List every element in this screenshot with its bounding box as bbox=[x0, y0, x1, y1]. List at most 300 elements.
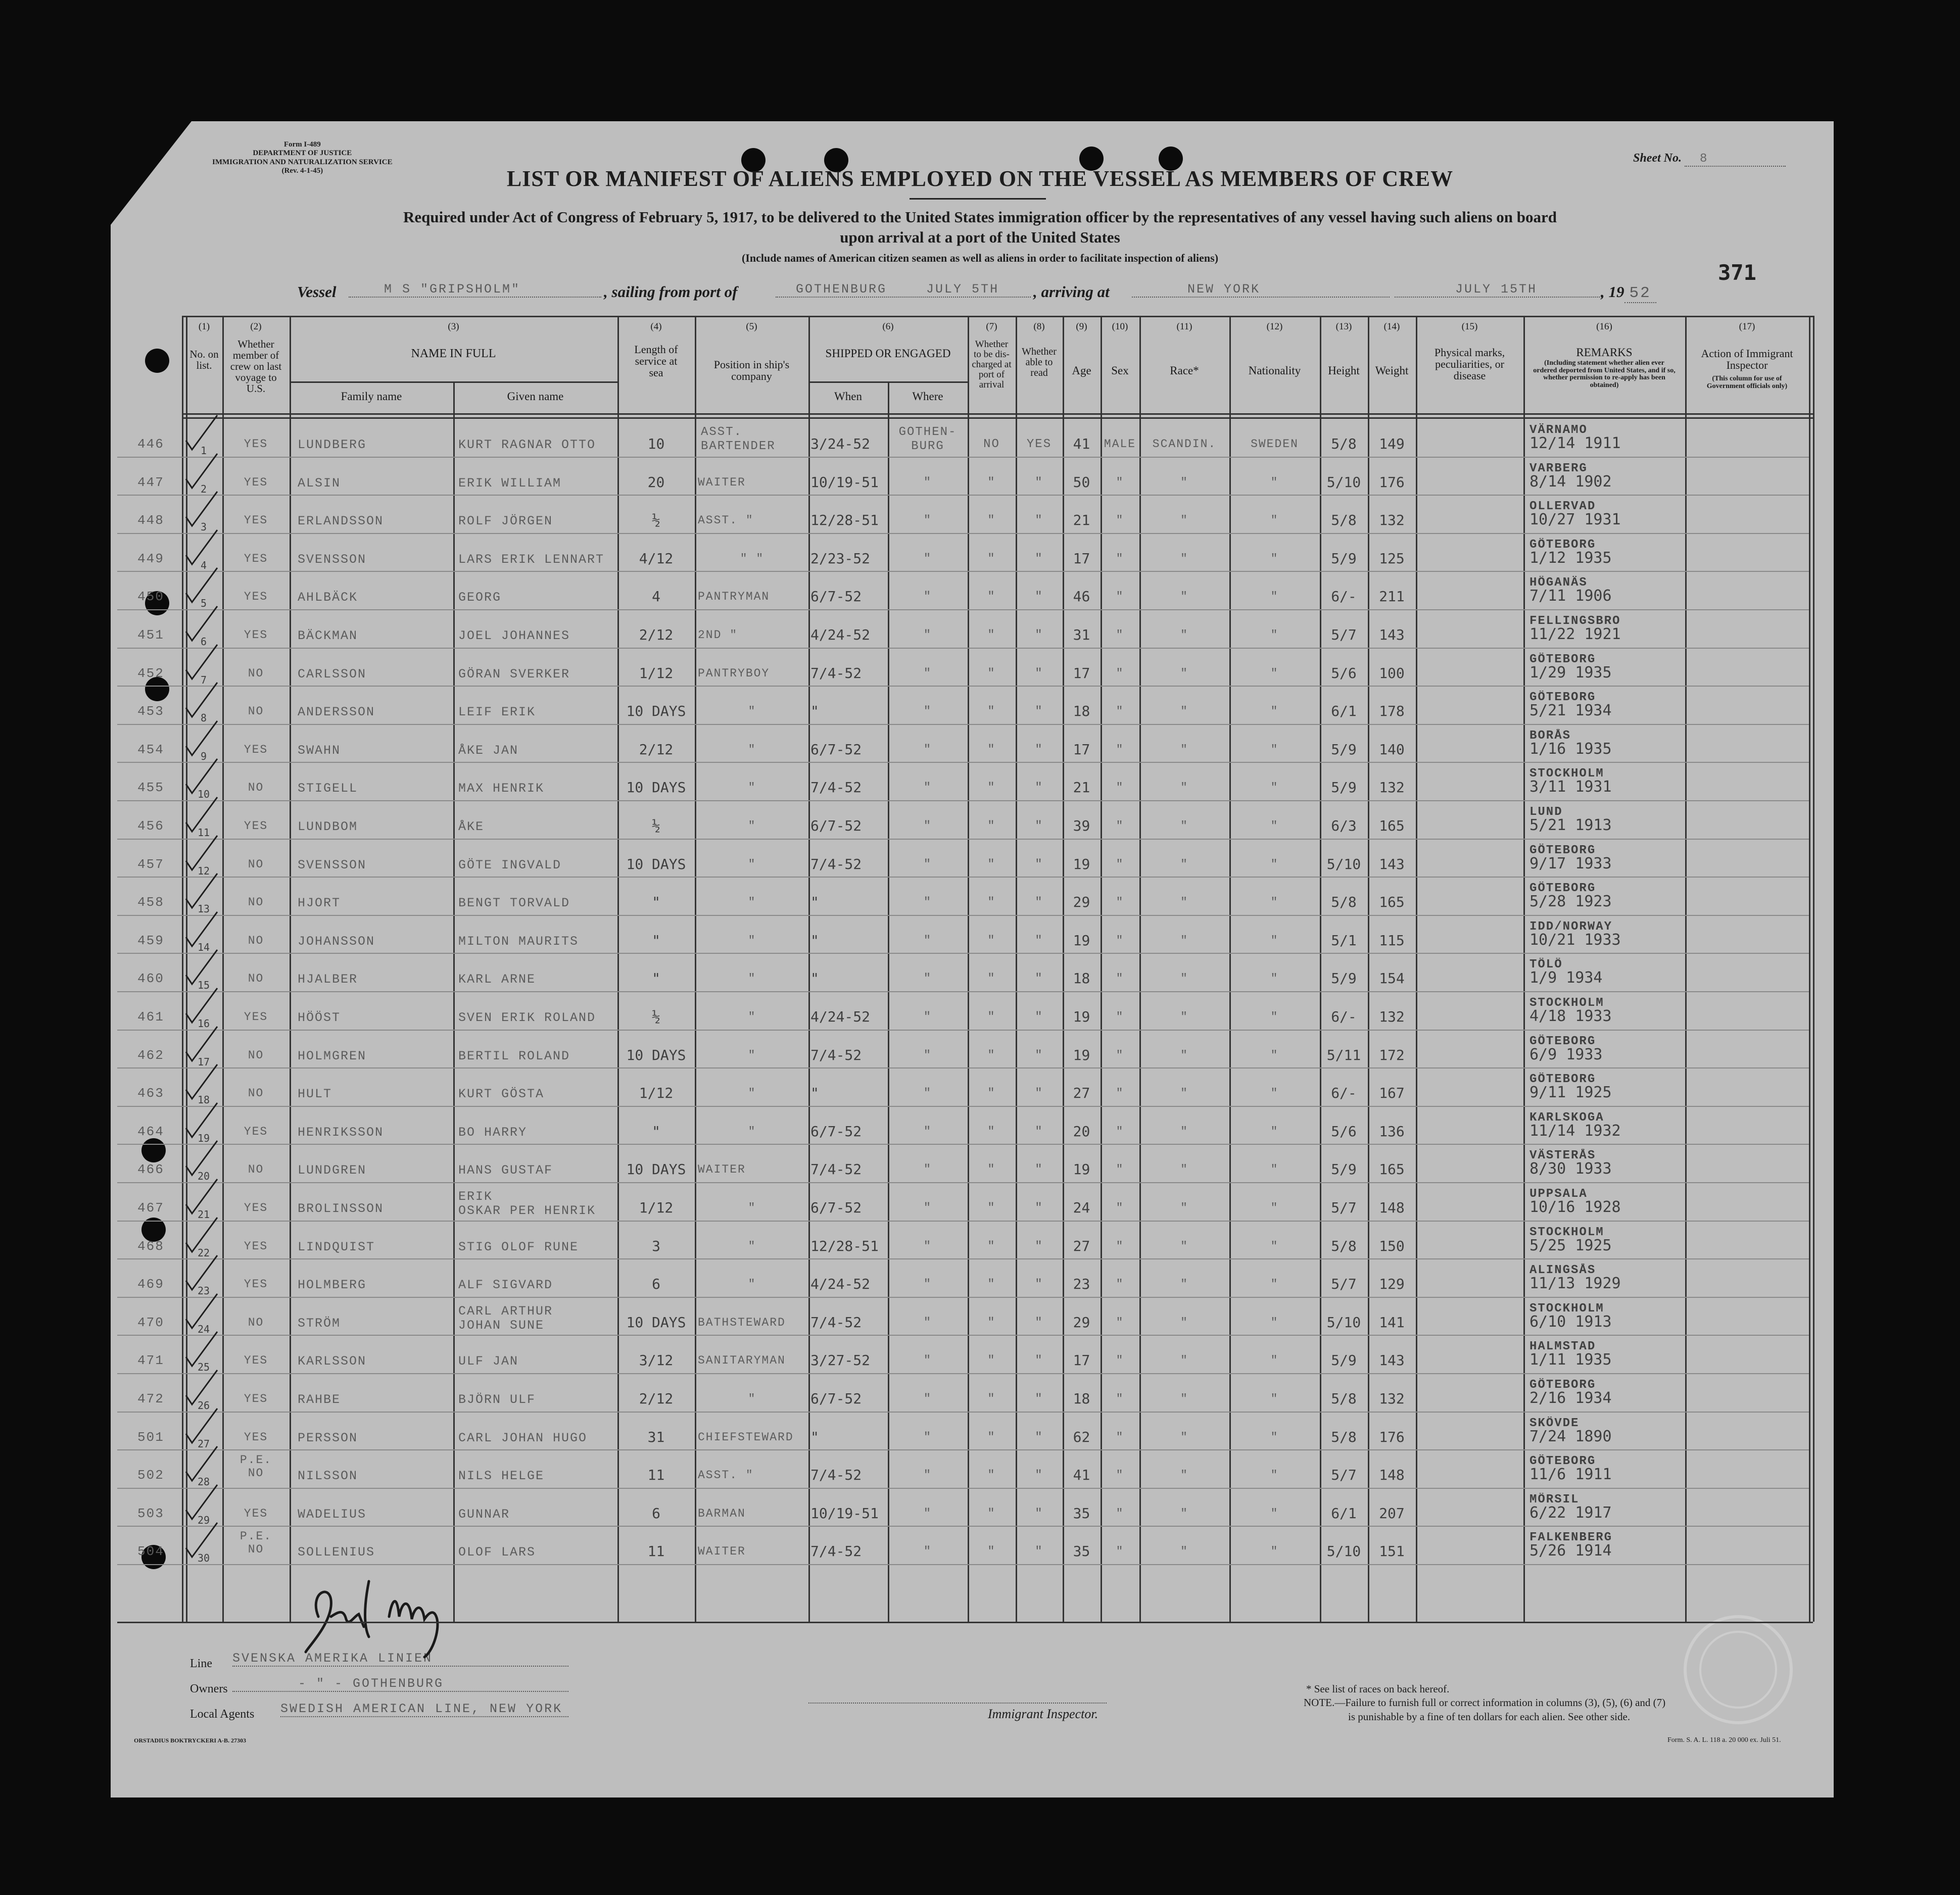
sex: " bbox=[1116, 1354, 1124, 1368]
sex: " bbox=[1116, 819, 1124, 833]
column-number-c2: (2) bbox=[250, 321, 262, 332]
sex: " bbox=[1116, 1507, 1124, 1520]
shipped-when: " bbox=[810, 1428, 819, 1445]
shipped-where: " bbox=[923, 705, 932, 719]
crew-last-voyage: NO bbox=[248, 972, 264, 986]
age: 21 bbox=[1073, 512, 1090, 529]
row-divider bbox=[117, 762, 1809, 763]
remarks-birthplace: VÄRNAMO bbox=[1529, 423, 1588, 437]
year-prefix: , 19 bbox=[1601, 283, 1624, 301]
position: " bbox=[748, 1201, 756, 1214]
race: " bbox=[1180, 743, 1188, 756]
length-of-service: 10 DAYS bbox=[626, 1046, 686, 1063]
column-divider bbox=[290, 316, 291, 1622]
remarks-birthdate: 5/26 1914 bbox=[1529, 1542, 1612, 1560]
remarks-birthplace: OLLERVAD bbox=[1529, 500, 1596, 514]
shipped-when: 7/4-52 bbox=[810, 1161, 862, 1178]
age: 18 bbox=[1073, 1390, 1090, 1407]
remarks-birthdate: 1/16 1935 bbox=[1529, 740, 1612, 758]
able-to-read: " bbox=[1035, 705, 1043, 719]
race: " bbox=[1180, 1278, 1188, 1291]
remarks-birthdate: 11/13 1929 bbox=[1529, 1275, 1621, 1293]
position: ASST. " bbox=[698, 1469, 754, 1482]
height: 5/10 bbox=[1326, 1314, 1361, 1331]
race: " bbox=[1180, 857, 1188, 871]
height: 6/1 bbox=[1331, 703, 1357, 720]
race: " bbox=[1180, 1125, 1188, 1138]
row-reference-number: 454 bbox=[137, 742, 164, 757]
sex: " bbox=[1116, 781, 1124, 795]
header-action-note: (This column for use of Government officials only) bbox=[1706, 375, 1788, 390]
height: 6/- bbox=[1331, 1085, 1357, 1102]
remarks-birthdate: 5/21 1934 bbox=[1529, 702, 1612, 720]
list-number: 3 bbox=[200, 521, 207, 533]
column-divider bbox=[968, 316, 969, 1622]
shipped-when: 7/4-52 bbox=[810, 664, 862, 682]
given-name-line1: CARL ARTHUR bbox=[458, 1303, 553, 1319]
discharged-at-port: " bbox=[987, 666, 996, 681]
position-line2: BARTENDER bbox=[701, 440, 776, 453]
able-to-read: " bbox=[1035, 1316, 1043, 1330]
remarks-birthplace: STOCKHOLM bbox=[1529, 767, 1604, 781]
list-number: 18 bbox=[197, 1094, 210, 1106]
race: SCANDIN. bbox=[1152, 438, 1217, 451]
able-to-read: " bbox=[1035, 1507, 1043, 1521]
row-reference-number: 467 bbox=[137, 1200, 164, 1216]
row-divider bbox=[117, 800, 1809, 801]
position: " bbox=[748, 1048, 756, 1062]
family-name: BROLINSSON bbox=[298, 1201, 384, 1216]
position: BARMAN bbox=[698, 1507, 746, 1520]
remarks-birthplace: GÖTEBORG bbox=[1529, 652, 1596, 666]
header-sex: Sex bbox=[1111, 364, 1129, 377]
nationality: " bbox=[1270, 705, 1279, 718]
given-name: ERIK WILLIAM bbox=[458, 475, 562, 491]
length-of-service: 3 bbox=[652, 1237, 660, 1254]
weight: 143 bbox=[1379, 626, 1405, 643]
remarks-birthplace: MÖRSIL bbox=[1529, 1492, 1580, 1507]
header-race: Race* bbox=[1170, 364, 1199, 377]
able-to-read: " bbox=[1035, 1469, 1043, 1483]
header-nationality: Nationality bbox=[1248, 364, 1301, 377]
remarks-birthplace: GÖTEBORG bbox=[1529, 538, 1596, 552]
family-name: HENRIKSSON bbox=[298, 1125, 384, 1140]
position: " bbox=[748, 1087, 756, 1100]
sex: " bbox=[1116, 1201, 1124, 1214]
list-number: 28 bbox=[197, 1476, 210, 1488]
shipped-where-line2: BURG bbox=[911, 440, 944, 453]
shipped-where: " bbox=[923, 896, 932, 910]
discharged-at-port: NO bbox=[983, 438, 1000, 451]
position: " bbox=[748, 1010, 756, 1024]
row-divider bbox=[117, 991, 1809, 992]
row-reference-number: 453 bbox=[137, 704, 164, 719]
length-of-service: ½ bbox=[652, 1008, 660, 1025]
row-reference-number: 462 bbox=[137, 1047, 164, 1063]
able-to-read: " bbox=[1035, 552, 1043, 566]
shipped-where: " bbox=[923, 934, 932, 948]
discharged-at-port: " bbox=[987, 1201, 996, 1215]
crew-last-voyage: NO bbox=[248, 1048, 264, 1062]
age: 21 bbox=[1073, 779, 1090, 796]
remarks-birthdate: 5/28 1923 bbox=[1529, 893, 1612, 911]
weight: 132 bbox=[1379, 779, 1405, 796]
shipped-when: 7/4-52 bbox=[810, 855, 862, 872]
discharged-at-port: " bbox=[987, 1163, 996, 1177]
shipped-where: " bbox=[923, 1316, 932, 1330]
crew-last-voyage: YES bbox=[244, 743, 268, 756]
nationality: SWEDEN bbox=[1251, 438, 1299, 451]
given-name: LEIF ERIK bbox=[458, 705, 536, 720]
length-of-service: 6 bbox=[652, 1276, 660, 1293]
crew-last-voyage: NO bbox=[248, 1163, 264, 1177]
position: PANTRYMAN bbox=[698, 590, 770, 604]
able-to-read: " bbox=[1035, 857, 1043, 871]
position: " bbox=[748, 781, 756, 795]
age: 17 bbox=[1073, 1352, 1090, 1369]
position: " bbox=[748, 1125, 756, 1138]
position: " bbox=[748, 743, 756, 756]
nationality: " bbox=[1270, 1507, 1279, 1520]
given-name: GEORG bbox=[458, 590, 502, 605]
position-line1: ASST. bbox=[701, 425, 743, 439]
crew-last-voyage: YES bbox=[244, 819, 268, 833]
family-name: CARLSSON bbox=[298, 666, 367, 682]
length-of-service: 10 DAYS bbox=[626, 779, 686, 796]
position: SANITARYMAN bbox=[698, 1354, 786, 1368]
column-number-c15: (15) bbox=[1461, 321, 1478, 332]
able-to-read: " bbox=[1035, 475, 1043, 490]
header-age: Age bbox=[1072, 364, 1091, 377]
crew-last-voyage: NO bbox=[248, 1543, 264, 1557]
position: PANTRYBOY bbox=[698, 666, 770, 680]
shipped-when: 6/7-52 bbox=[810, 741, 862, 758]
row-reference-number: 458 bbox=[137, 895, 164, 910]
race: " bbox=[1180, 781, 1188, 795]
weight: 165 bbox=[1379, 894, 1405, 911]
family-name: LUNDBOM bbox=[298, 819, 358, 834]
remarks-birthplace: VARBERG bbox=[1529, 461, 1588, 475]
given-name: BJÖRN ULF bbox=[458, 1392, 536, 1407]
remarks-birthdate: 2/16 1934 bbox=[1529, 1389, 1612, 1407]
shipped-when: 6/7-52 bbox=[810, 588, 862, 605]
position: " bbox=[748, 896, 756, 909]
discharged-at-port: " bbox=[987, 1430, 996, 1444]
shipped-where: " bbox=[923, 628, 932, 642]
crew-last-voyage: YES bbox=[244, 1392, 268, 1405]
shipped-where: " bbox=[923, 1163, 932, 1177]
remarks-birthdate: 12/14 1911 bbox=[1529, 434, 1621, 452]
length-of-service: 10 bbox=[647, 435, 665, 452]
height: 6/- bbox=[1331, 1008, 1357, 1025]
column-number-c14: (14) bbox=[1383, 321, 1400, 332]
weight: 167 bbox=[1379, 1085, 1405, 1102]
crew-last-voyage: YES bbox=[244, 552, 268, 565]
family-name: SVENSSON bbox=[298, 552, 367, 567]
column-divider bbox=[1016, 316, 1017, 1622]
discharged-at-port: " bbox=[987, 705, 996, 719]
sex: " bbox=[1116, 1469, 1124, 1482]
height: 5/6 bbox=[1331, 664, 1357, 682]
nationality: " bbox=[1270, 934, 1279, 947]
row-reference-number: 452 bbox=[137, 665, 164, 681]
row-reference-number: 468 bbox=[137, 1238, 164, 1254]
able-to-read: " bbox=[1035, 1010, 1043, 1024]
shipped-subheader-rule bbox=[808, 381, 968, 383]
row-reference-number: 446 bbox=[137, 436, 164, 452]
row-reference-number: 470 bbox=[137, 1315, 164, 1330]
remarks-birthplace: GÖTEBORG bbox=[1529, 1378, 1596, 1392]
penalty-note: NOTE.—Failure to furnish full or correct information in columns (3), (5), (6) and (7) bbox=[1304, 1696, 1666, 1709]
remarks-birthplace: FALKENBERG bbox=[1529, 1531, 1613, 1545]
row-divider bbox=[117, 953, 1809, 954]
given-name: GÖRAN SVERKER bbox=[458, 666, 570, 682]
remarks-birthplace: STOCKHOLM bbox=[1529, 996, 1604, 1010]
shipped-where: " bbox=[923, 590, 932, 604]
shipped-when: 7/4-52 bbox=[810, 1046, 862, 1063]
given-name-line2: OSKAR PER HENRIK bbox=[458, 1203, 596, 1218]
remarks-birthdate: 11/6 1911 bbox=[1529, 1466, 1612, 1484]
weight: 148 bbox=[1379, 1467, 1405, 1484]
height: 6/3 bbox=[1331, 817, 1357, 834]
row-divider bbox=[117, 1335, 1809, 1336]
remarks-birthplace: LUND bbox=[1529, 805, 1563, 819]
shipped-where: " bbox=[923, 1087, 932, 1101]
position: 2ND " bbox=[698, 628, 738, 642]
family-name: STRÖM bbox=[298, 1316, 341, 1331]
row-reference-number: 463 bbox=[137, 1086, 164, 1101]
weight: 176 bbox=[1379, 1428, 1405, 1445]
subtitle-line-2: upon arrival at a port of the United States bbox=[840, 228, 1120, 246]
sex: " bbox=[1116, 1239, 1124, 1253]
column-number-c8: (8) bbox=[1033, 321, 1045, 332]
remarks-birthdate: 10/21 1933 bbox=[1529, 931, 1621, 949]
row-reference-number: 456 bbox=[137, 818, 164, 834]
length-of-service: 2/12 bbox=[639, 626, 674, 643]
vessel-label: Vessel bbox=[297, 283, 337, 301]
age: 17 bbox=[1073, 664, 1090, 682]
remarks-birthplace: KARLSKOGA bbox=[1529, 1110, 1604, 1125]
row-divider bbox=[117, 1067, 1809, 1068]
row-divider bbox=[117, 1221, 1809, 1222]
given-name: ÅKE bbox=[458, 819, 485, 834]
race: " bbox=[1180, 1354, 1188, 1368]
given-name: HANS GUSTAF bbox=[458, 1163, 553, 1178]
able-to-read: " bbox=[1035, 1125, 1043, 1139]
shipped-when: " bbox=[810, 703, 819, 720]
age: 18 bbox=[1073, 970, 1090, 987]
row-divider bbox=[117, 1030, 1809, 1031]
remarks-birthdate: 8/30 1933 bbox=[1529, 1160, 1612, 1178]
family-name: AHLBÄCK bbox=[298, 590, 358, 605]
height: 5/9 bbox=[1331, 970, 1357, 987]
length-of-service: 1/12 bbox=[639, 1085, 674, 1102]
nationality: " bbox=[1270, 1087, 1279, 1100]
height: 6/1 bbox=[1331, 1504, 1357, 1522]
crew-last-voyage: YES bbox=[244, 514, 268, 527]
header-discharged: Whether to be dis-charged at port of arrival bbox=[972, 339, 1012, 390]
shipped-when: 3/24-52 bbox=[810, 435, 871, 452]
shipped-when: 4/24-52 bbox=[810, 1008, 871, 1025]
position: ASST. " bbox=[698, 514, 754, 527]
height: 6/- bbox=[1331, 588, 1357, 605]
nationality: " bbox=[1270, 1469, 1279, 1482]
height: 5/1 bbox=[1331, 932, 1357, 949]
nationality: " bbox=[1270, 1392, 1279, 1405]
given-name: GÖTE INGVALD bbox=[458, 857, 562, 872]
list-number: 17 bbox=[197, 1055, 210, 1068]
row-reference-number: 501 bbox=[137, 1429, 164, 1445]
remarks-birthdate: 5/21 1913 bbox=[1529, 816, 1612, 834]
family-name: HOLMBERG bbox=[298, 1278, 367, 1293]
position: " bbox=[748, 705, 756, 718]
length-of-service: 4/12 bbox=[639, 550, 674, 567]
discharged-at-port: " bbox=[987, 1507, 996, 1521]
remarks-birthdate: 6/9 1933 bbox=[1529, 1045, 1603, 1063]
family-name: HÖÖST bbox=[298, 1010, 341, 1025]
column-number-c13: (13) bbox=[1335, 321, 1352, 332]
column-divider bbox=[1813, 316, 1814, 1622]
row-divider bbox=[117, 1373, 1809, 1374]
crew-last-voyage: NO bbox=[248, 1467, 264, 1480]
remarks-birthplace: GÖTEBORG bbox=[1529, 1073, 1596, 1087]
list-number: 7 bbox=[200, 673, 207, 686]
name-subheader-rule bbox=[290, 381, 617, 383]
discharged-at-port: " bbox=[987, 628, 996, 642]
nationality: " bbox=[1270, 972, 1279, 986]
shipped-when: " bbox=[810, 1085, 819, 1102]
nationality: " bbox=[1270, 781, 1279, 795]
race: " bbox=[1180, 666, 1188, 680]
column-divider bbox=[453, 381, 455, 1622]
race: " bbox=[1180, 1507, 1188, 1520]
discharged-at-port: " bbox=[987, 819, 996, 833]
length-of-service: 2/12 bbox=[639, 1390, 674, 1407]
weight: 211 bbox=[1379, 588, 1405, 605]
family-name: ANDERSSON bbox=[298, 705, 375, 720]
list-number: 13 bbox=[197, 903, 210, 915]
race: " bbox=[1180, 972, 1188, 986]
nationality: " bbox=[1270, 1239, 1279, 1253]
sex: " bbox=[1116, 896, 1124, 909]
list-number: 30 bbox=[197, 1552, 210, 1565]
row-divider bbox=[117, 1449, 1809, 1450]
family-name: STIGELL bbox=[298, 781, 358, 796]
crew-last-voyage: NO bbox=[248, 857, 264, 871]
arrival-port: NEW YORK bbox=[1132, 282, 1390, 298]
weight: 148 bbox=[1379, 1199, 1405, 1216]
row-reference-number: 504 bbox=[137, 1544, 164, 1560]
able-to-read: " bbox=[1035, 1278, 1043, 1292]
list-number: 8 bbox=[200, 712, 207, 724]
crew-last-voyage: NO bbox=[248, 666, 264, 680]
remarks-birthdate: 8/14 1902 bbox=[1529, 472, 1612, 491]
shipped-where: " bbox=[923, 514, 932, 528]
position: WAITER bbox=[698, 1545, 746, 1559]
given-name: ÅKE JAN bbox=[458, 743, 519, 758]
position: " bbox=[748, 934, 756, 947]
shipped-where: " bbox=[923, 552, 932, 566]
family-name: WADELIUS bbox=[298, 1507, 367, 1522]
length-of-service: 10 DAYS bbox=[626, 855, 686, 872]
column-number-c11: (11) bbox=[1176, 321, 1192, 332]
discharged-at-port: " bbox=[987, 1469, 996, 1483]
given-name: BERTIL ROLAND bbox=[458, 1048, 570, 1063]
nationality: " bbox=[1270, 1010, 1279, 1024]
race: " bbox=[1180, 1430, 1188, 1444]
weight: 165 bbox=[1379, 1161, 1405, 1178]
height: 5/11 bbox=[1326, 1046, 1361, 1063]
race: " bbox=[1180, 896, 1188, 909]
able-to-read: " bbox=[1035, 1354, 1043, 1368]
position: " bbox=[748, 819, 756, 833]
discharged-at-port: " bbox=[987, 1545, 996, 1559]
age: 41 bbox=[1073, 1467, 1090, 1484]
shipped-when: 2/23-52 bbox=[810, 550, 871, 567]
weight: 136 bbox=[1379, 1123, 1405, 1140]
length-of-service: 11 bbox=[647, 1467, 665, 1484]
shipped-when: 6/7-52 bbox=[810, 817, 862, 834]
shipped-where: " bbox=[923, 1201, 932, 1215]
arrival-date: JULY 15TH bbox=[1395, 282, 1602, 298]
nationality: " bbox=[1270, 1201, 1279, 1214]
inspector-signature-line bbox=[808, 1703, 1107, 1704]
nationality: " bbox=[1270, 743, 1279, 756]
length-of-service: 2/12 bbox=[639, 741, 674, 758]
list-number: 9 bbox=[200, 750, 207, 762]
column-divider bbox=[695, 316, 696, 1622]
list-number: 6 bbox=[200, 636, 207, 648]
shipped-when: " bbox=[810, 932, 819, 949]
column-divider bbox=[1685, 316, 1687, 1622]
header-length-of-service: Length of service at sea bbox=[634, 343, 678, 379]
nationality: " bbox=[1270, 514, 1279, 527]
remarks-birthplace: VÄSTERÅS bbox=[1529, 1149, 1596, 1163]
shipped-when: 12/28-51 bbox=[810, 512, 879, 529]
race: " bbox=[1180, 1545, 1188, 1559]
length-of-service: 10 DAYS bbox=[626, 1161, 686, 1178]
nationality: " bbox=[1270, 896, 1279, 909]
crew-last-voyage: YES bbox=[244, 1010, 268, 1024]
race: " bbox=[1180, 1239, 1188, 1253]
list-number: 21 bbox=[197, 1208, 210, 1221]
race: " bbox=[1180, 1469, 1188, 1482]
discharged-at-port: " bbox=[987, 896, 996, 910]
given-name: JOEL JOHANNES bbox=[458, 628, 570, 643]
height: 5/8 bbox=[1331, 1237, 1357, 1254]
shipped-where: " bbox=[923, 666, 932, 681]
remarks-birthdate: 1/11 1935 bbox=[1529, 1351, 1612, 1369]
row-divider bbox=[117, 1526, 1809, 1527]
age: 35 bbox=[1073, 1504, 1090, 1522]
crew-last-voyage: NO bbox=[248, 1316, 264, 1329]
dept-label: DEPARTMENT OF JUSTICE bbox=[253, 149, 352, 158]
remarks-birthplace: FELLINGSBRO bbox=[1529, 614, 1621, 628]
shipped-where: " bbox=[923, 1392, 932, 1406]
shipped-when: 6/7-52 bbox=[810, 1199, 862, 1216]
form-number: Form I-489 bbox=[283, 140, 321, 149]
subtitle-line-1: Required under Act of Congress of February 5, 1917, to be delivered to the United States immigration officer by the representatives of any vessel having such aliens on board bbox=[403, 208, 1557, 226]
sex: " bbox=[1116, 1278, 1124, 1291]
given-name: MAX HENRIK bbox=[458, 781, 545, 796]
height: 5/9 bbox=[1331, 1352, 1357, 1369]
age: 24 bbox=[1073, 1199, 1090, 1216]
nationality: " bbox=[1270, 1125, 1279, 1138]
sex: " bbox=[1116, 743, 1124, 756]
length-of-service: 11 bbox=[647, 1543, 665, 1560]
age: 27 bbox=[1073, 1237, 1090, 1254]
family-name: KARLSSON bbox=[298, 1354, 367, 1369]
